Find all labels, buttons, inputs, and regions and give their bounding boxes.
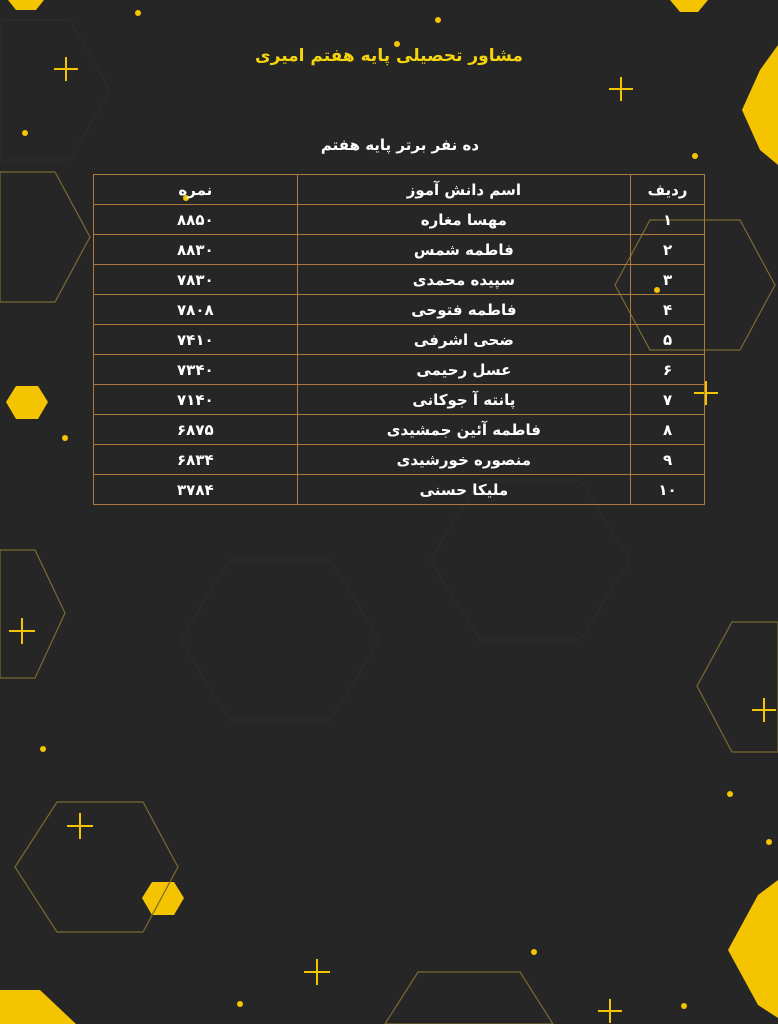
name-cell: پانته آ جوکانی (297, 385, 630, 415)
name-cell: فاطمه فتوحی (297, 295, 630, 325)
score-cell: ۳۷۸۴ (94, 475, 298, 505)
score-cell: ۷۴۱۰ (94, 325, 298, 355)
score-cell: ۷۱۴۰ (94, 385, 298, 415)
table-title: ده نفر برتر پایه هفتم (320, 136, 480, 154)
table-row (94, 355, 705, 385)
page-header: مشاور تحصیلی پایه هفتم امیری (255, 46, 523, 66)
table-row (94, 265, 705, 295)
name-cell: مهسا مغاره (297, 205, 630, 235)
table-row (94, 325, 705, 355)
table-header-row (94, 175, 705, 205)
column-header-name: اسم دانش آموز (297, 175, 630, 205)
table-row (94, 445, 705, 475)
table-row (94, 205, 705, 235)
table-row (94, 415, 705, 445)
score-cell: ۸۸۵۰ (94, 205, 298, 235)
rank-cell: ۱۰ (631, 475, 705, 505)
score-cell: ۷۸۰۸ (94, 295, 298, 325)
score-cell: ۷۳۴۰ (94, 355, 298, 385)
name-cell: ملیکا حسنی (297, 475, 630, 505)
score-cell: ۶۸۷۵ (94, 415, 298, 445)
score-cell: ۶۸۳۴ (94, 445, 298, 475)
table-row (94, 475, 705, 505)
score-cell: ۷۸۳۰ (94, 265, 298, 295)
rank-cell: ۷ (631, 385, 705, 415)
rank-cell: ۶ (631, 355, 705, 385)
column-header-rank: ردیف (631, 175, 705, 205)
column-header-score: نمره (94, 175, 298, 205)
rank-cell: ۱ (631, 205, 705, 235)
name-cell: عسل رحیمی (297, 355, 630, 385)
rank-cell: ۸ (631, 415, 705, 445)
name-cell: سپیده محمدی (297, 265, 630, 295)
rank-cell: ۲ (631, 235, 705, 265)
score-cell: ۸۸۳۰ (94, 235, 298, 265)
name-cell: فاطمه شمس (297, 235, 630, 265)
rank-cell: ۹ (631, 445, 705, 475)
rank-cell: ۵ (631, 325, 705, 355)
name-cell: منصوره خورشیدی (297, 445, 630, 475)
table-row (94, 235, 705, 265)
name-cell: ضحی اشرفی (297, 325, 630, 355)
table-row (94, 295, 705, 325)
rank-cell: ۳ (631, 265, 705, 295)
table-row (94, 385, 705, 415)
top-students-table (93, 174, 705, 505)
name-cell: فاطمه آئین جمشیدی (297, 415, 630, 445)
rank-cell: ۴ (631, 295, 705, 325)
